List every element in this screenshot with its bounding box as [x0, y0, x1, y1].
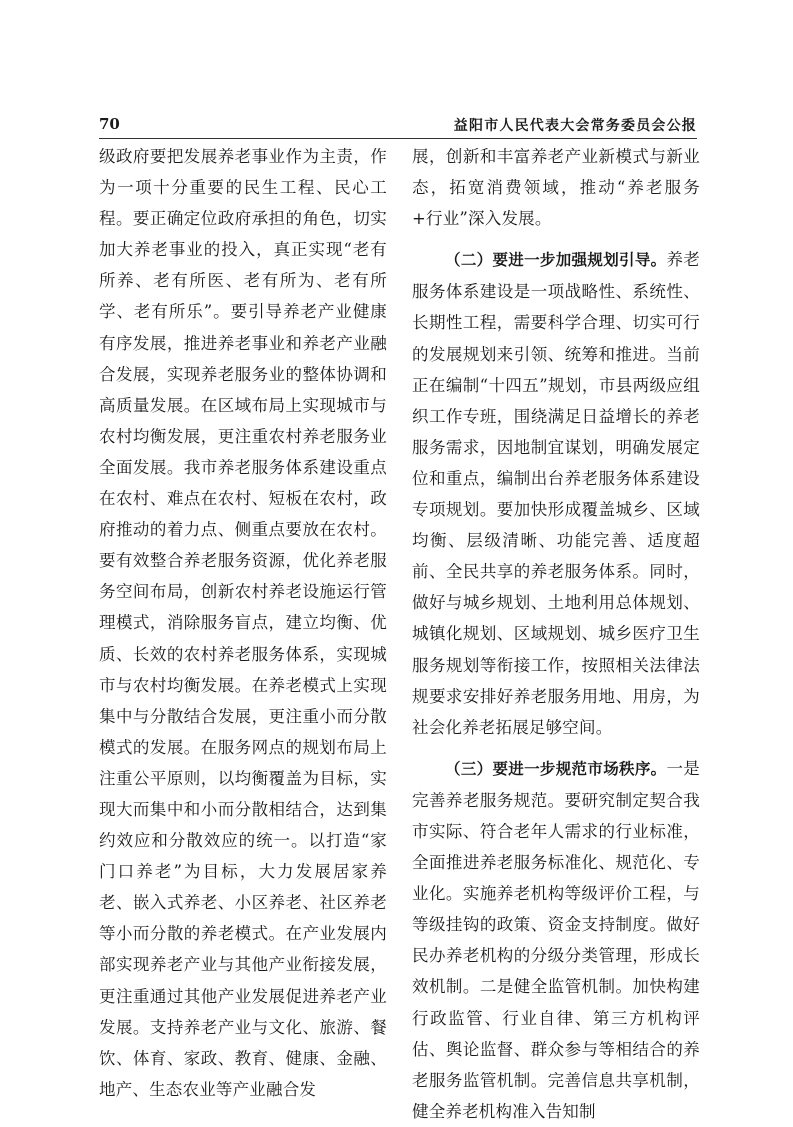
page-number: 70 — [99, 115, 120, 133]
paragraph-gap — [412, 743, 700, 753]
paragraph: 级政府要把发展养老事业作为主责，作为一项十分重要的民生工程、民心工程。要正确定位政府承担的角色，切实加大养老事业的投入，真正实现“老有所养、老有所医、老有所为、老有所学、老有所乐”。要引导养老产业健康有序发展，推进养老事业和养老产业融合发展，实现养老服务业的整体协调和高质量发展。在区域布局上实现城市与农村均衡发展，更注重农村养老服务业全面发展。我市养老服务体系建设重点在农村、难点在农村、短板在农村，政府推动的着力点、侧重点要放在农村。要有效整合养老服务资源，优化养老服务空间布局，创新农村养老设施运行管理模式，消除服务盲点，建立均衡、优质、长效的农村养老服务体系，实现城市与农村均衡发展。在养老模式上实现集中与分散结合发展，更注重小而分散模式的发展。在服务网点的规划布局上注重公平原则，以均衡覆盖为目标，实现大而集中和小而分散相结合，达到集约效应和分散效应的统一。以打造“家门口养老”为目标，大力发展居家养老、嵌入式养老、小区养老、社区养老等小而分散的养老模式。在产业发展内部实现养老产业与其他产业衔接发展，更注重通过其他产业发展促进养老产业发展。支持养老产业与文化、旅游、餐饮、体育、家政、教育、健康、金融、地产、生态农业等产业融合发 — [99, 147, 387, 1099]
paragraph-gap — [412, 234, 700, 244]
page-header — [99, 113, 697, 139]
section-heading: （二）要进一步加强规划引导。 — [445, 251, 667, 270]
journal-title: 益阳市人民代表大会常务委员会公报 — [453, 118, 697, 134]
section-paragraph-2 — [412, 244, 700, 743]
right-column — [412, 141, 700, 1127]
section-heading: （三）要进一步规范市场秩序。 — [445, 759, 667, 778]
paragraph: 展，创新和丰富养老产业新模式与新业态，拓宽消费领域，推动“养老服务+行业”深入发展。 — [412, 147, 700, 229]
section-body: 一是完善养老服务规范。要研究制定契合我市实际、符合老年人需求的行业标准，全面推进养老服务标准化、规范化、专业化。实施养老机构等级评价工程，与等级挂钩的政策、资金支持制度。做好民办养老机构的分级分类管理，形成长效机制。二是健全监管机制。加快构建行政监管、行业自律、第三方机构评估、舆论监督、群众参与等相结合的养老服务监管机制。完善信息共享机制，健全养老机构准入告知制 — [412, 758, 700, 1121]
section-body: 养老服务体系建设是一项战略性、系统性、长期性工程，需要科学合理、切实可行的发展规划来引领、统筹和推进。当前正在编制“十四五”规划，市县两级应组织工作专班，围绕满足日益增长的养老服务需求，因地制宜谋划，明确发展定位和重点，编制出台养老服务体系建设专项规划。要加快形成覆盖城乡、区域均衡、层级清晰、功能完善、适度超前、全民共享的养老服务体系。同时，做好与城乡规划、土地利用总体规划、城镇化规划、区域规划、城乡医疗卫生服务规划等衔接工作，按照相关法律法规要求安排好养老服务用地、用房，为社会化养老拓展足够空间。 — [412, 250, 700, 737]
left-column — [99, 141, 387, 1105]
section-paragraph-3 — [412, 753, 700, 1127]
header-divider — [99, 138, 697, 139]
